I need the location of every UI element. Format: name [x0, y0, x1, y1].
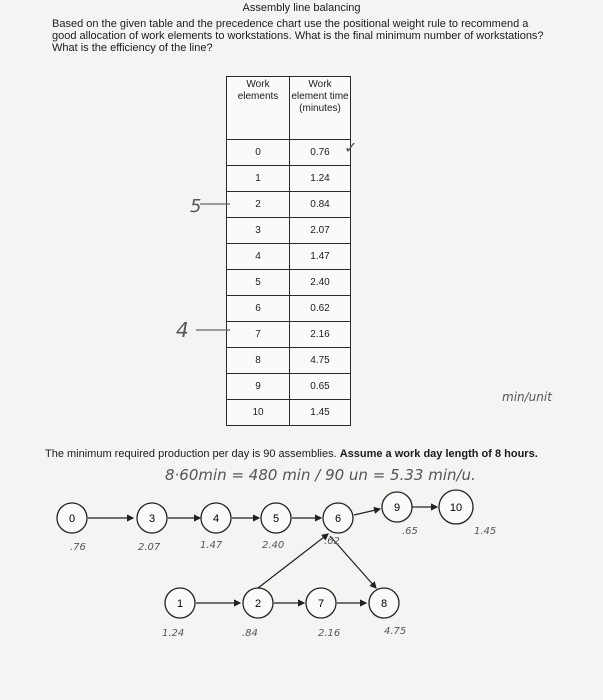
node-2	[243, 588, 273, 618]
node-label: 1	[176, 598, 184, 610]
element-cell: 5	[227, 270, 290, 296]
header-work-elements: Work elements	[227, 77, 290, 140]
element-cell: 2	[227, 192, 290, 218]
workday-assumption: Assume a work day length of 8 hours.	[339, 448, 538, 460]
node-label: 4	[212, 513, 220, 525]
node-time: 2.16	[318, 628, 341, 639]
node-5	[261, 503, 291, 533]
header-element-time: Work element time (minutes)	[290, 77, 351, 140]
node-label: 8	[380, 598, 388, 610]
node-label: 9	[393, 502, 401, 514]
node-1	[165, 588, 195, 618]
time-cell: 1.24	[290, 166, 351, 192]
element-cell: 3	[227, 218, 290, 244]
time-cell: 0.76	[290, 140, 351, 166]
node-time: 2.07	[138, 542, 161, 553]
node-label: 3	[148, 513, 156, 525]
time-cell: 1.45	[290, 400, 351, 426]
node-3	[137, 503, 167, 533]
node-time: .76	[70, 542, 86, 553]
handwritten-cycle-time-calc: 8·60min = 480 min / 90 un = 5.33 min/u.	[165, 466, 476, 484]
handwritten-units: min/unit	[502, 390, 552, 404]
element-cell: 0	[227, 140, 290, 166]
node-label: 2	[254, 598, 262, 610]
time-cell: 0.62	[290, 296, 351, 322]
node-time: .65	[402, 526, 418, 537]
time-cell: 0.84	[290, 192, 351, 218]
node-4	[201, 503, 231, 533]
node-time: 2.40	[262, 540, 285, 551]
element-cell: 9	[227, 374, 290, 400]
node-time: .62	[324, 536, 340, 547]
element-cell: 4	[227, 244, 290, 270]
node-time: 1.45	[474, 526, 497, 537]
handwritten-mark-5: 5	[190, 196, 202, 217]
node-label: 5	[272, 513, 280, 525]
node-7	[306, 588, 336, 618]
time-cell: 2.16	[290, 322, 351, 348]
node-time: 4.75	[384, 626, 407, 637]
question-text: Based on the given table and the precedence chart use the positional weight rule to recommend a good allocation of work elements to workstations. What is the final minimum number of workstations? What is the efficiency of the line?	[52, 18, 544, 54]
node-10	[439, 490, 473, 524]
node-label: 7	[317, 598, 325, 610]
handwritten-mark-4: 4	[176, 318, 189, 342]
time-cell: 2.40	[290, 270, 351, 296]
time-cell: 2.07	[290, 218, 351, 244]
time-cell: 4.75	[290, 348, 351, 374]
element-cell: 1	[227, 166, 290, 192]
node-6	[323, 503, 353, 533]
node-label: 10	[449, 502, 463, 514]
element-cell: 6	[227, 296, 290, 322]
element-cell: 7	[227, 322, 290, 348]
element-cell: 10	[227, 400, 290, 426]
node-time: 1.47	[200, 540, 223, 551]
node-0	[57, 503, 87, 533]
node-label: 6	[334, 513, 342, 525]
element-cell: 8	[227, 348, 290, 374]
production-requirement: The minimum required production per day is 90 assemblies.	[45, 448, 337, 460]
node-label: 0	[68, 513, 76, 525]
checkmark-icon: ✓	[344, 138, 358, 157]
node-time: 1.24	[162, 628, 185, 639]
node-8	[369, 588, 399, 618]
page-title: Assembly line balancing	[242, 2, 361, 14]
node-time: .84	[242, 628, 258, 639]
edge-6-9	[354, 509, 380, 515]
time-cell: 1.47	[290, 244, 351, 270]
node-9	[382, 492, 412, 522]
time-cell: 0.65	[290, 374, 351, 400]
